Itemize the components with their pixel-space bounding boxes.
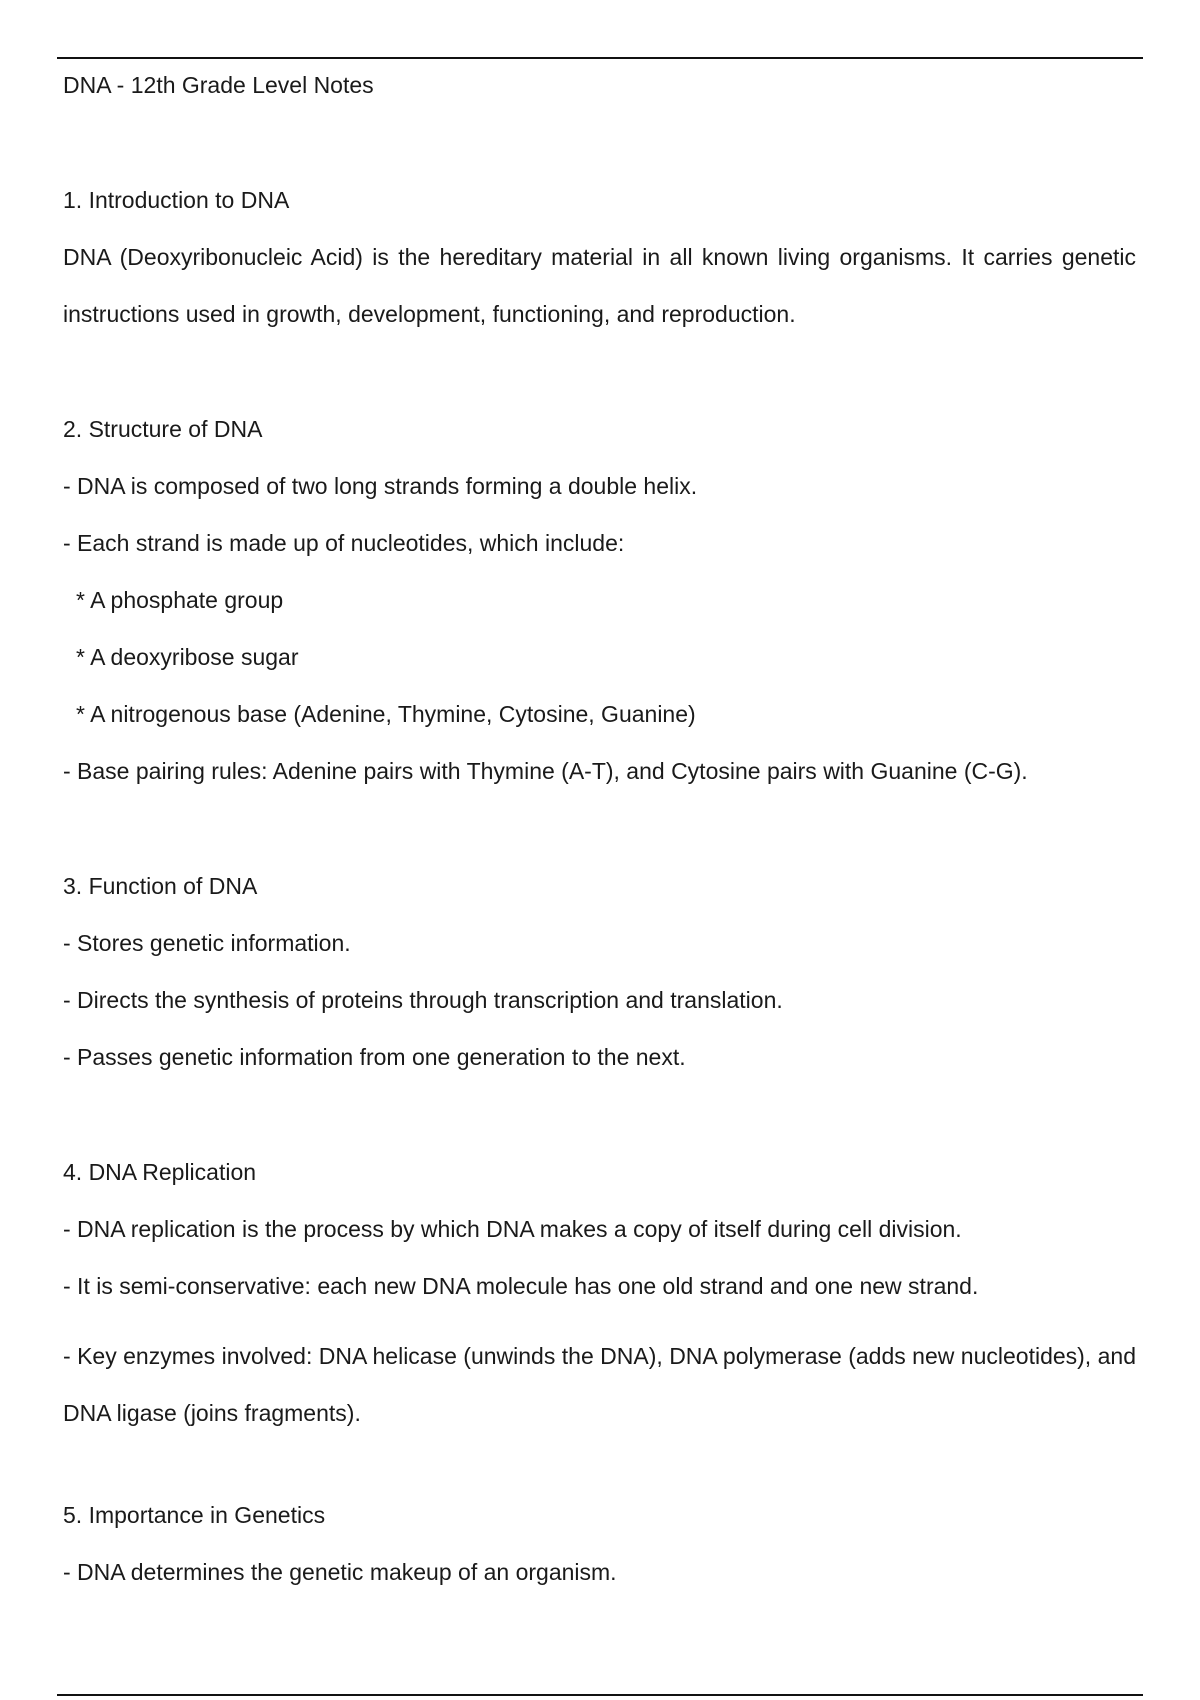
footer-rule: [57, 1694, 1143, 1696]
sub-list-item: * A deoxyribose sugar: [76, 644, 299, 670]
section-heading: 5. Importance in Genetics: [63, 1502, 326, 1528]
section-importance: [63, 1500, 1136, 1614]
section-function: [63, 871, 1136, 1099]
section-heading: 1. Introduction to DNA: [63, 187, 290, 213]
list-item: - Each strand is made up of nucleotides, which include:: [63, 530, 625, 556]
list-item: - DNA replication is the process by which DNA makes a copy of itself during cell division.: [63, 1216, 962, 1242]
section-heading: 3. Function of DNA: [63, 873, 258, 899]
sub-list-item: * A phosphate group: [76, 587, 284, 613]
section-replication: [63, 1157, 1136, 1442]
list-item: - Passes genetic information from one generation to the next.: [63, 1044, 686, 1070]
section-heading: 4. DNA Replication: [63, 1159, 257, 1185]
sub-list-item: * A nitrogenous base (Adenine, Thymine, Cytosine, Guanine): [76, 701, 696, 727]
list-item: - Key enzymes involved: DNA helicase (unwinds the DNA), DNA polymerase (adds new nucleotides), and DNA ligase (joins fragments).: [63, 1343, 1136, 1426]
list-item: - DNA is composed of two long strands forming a double helix.: [63, 473, 698, 499]
header-rule: [57, 57, 1143, 59]
section-heading: 2. Structure of DNA: [63, 416, 263, 442]
document-title: DNA - 12th Grade Level Notes: [63, 72, 374, 98]
section-paragraph: DNA (Deoxyribonucleic Acid) is the hereditary material in all known living organisms. It carries genetic instructions used in growth, development, functioning, and reproduction.: [63, 244, 1136, 327]
section-introduction: [63, 185, 1136, 343]
list-item: - It is semi-conservative: each new DNA molecule has one old strand and one new strand.: [63, 1273, 979, 1299]
section-structure: [63, 414, 1136, 813]
list-item: - Directs the synthesis of proteins through transcription and translation.: [63, 987, 783, 1013]
list-item: - Base pairing rules: Adenine pairs with Thymine (A-T), and Cytosine pairs with Guanine (C-G).: [63, 758, 1028, 784]
list-item: - Stores genetic information.: [63, 930, 351, 956]
list-item: - DNA determines the genetic makeup of an organism.: [63, 1559, 617, 1585]
